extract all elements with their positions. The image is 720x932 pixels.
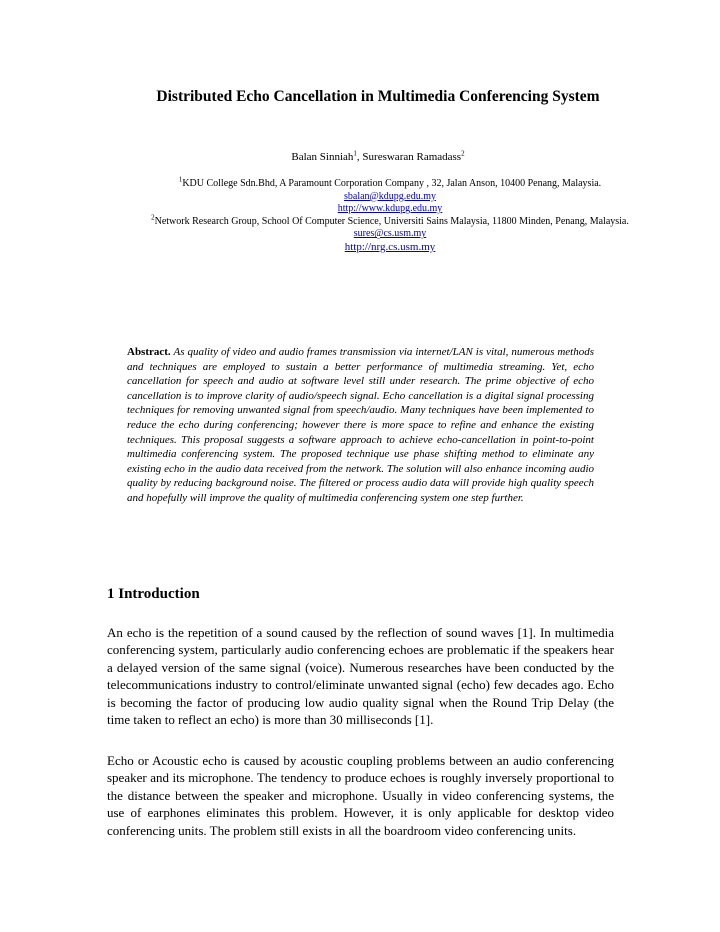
- affiliation-1: [150, 175, 630, 191]
- author-2-sup: 2: [461, 149, 465, 158]
- abstract: [127, 345, 594, 506]
- intro-paragraph-2: Echo or Acoustic echo is caused by acoustic coupling problems between an audio conferencing speaker and its microphone. The tendency to produce echoes is roughly inversely proportional to the distance between the speaker and microphone. Usually in video conferencing systems, the use of earphones eliminates this problem. However, it is only applicable for desktop video conferencing units. The problem still exists in all the boardroom video conferencing units.: [107, 753, 614, 838]
- affiliation-2: [150, 213, 630, 229]
- affiliation-2-sup: 2: [151, 213, 155, 222]
- intro-paragraph-1: An echo is the repetition of a sound caused by the reflection of sound waves [1]. In multimedia conferencing system, particularly audio conferencing echoes are problematic if the speakers hear a delayed version of the same signal (voice). Numerous researches have been conducted by the telecommunications industry to control/eliminate unwanted signal (echo) few decades ago. Echo is becoming the factor of producing low audio quality signal when the Round Trip Delay (the time taken to reflect an echo) is more than 30 milliseconds [1].: [107, 625, 614, 728]
- author-line: [0, 150, 720, 164]
- affiliation-1-text: KDU College Sdn.Bhd, A Paramount Corporation Company , 32, Jalan Anson, 10400 Penang, Malaysia.: [182, 178, 602, 189]
- author-2: Sureswaran Ramadass: [362, 151, 462, 163]
- author-1: Balan Sinniah: [291, 151, 354, 163]
- affiliation-2-text: Network Research Group, School Of Computer Science, Universiti Sains Malaysia, 11800 Minden, Penang, Malaysia.: [154, 215, 629, 227]
- affiliation-1-url-link[interactable]: http://www.kdupg.edu.my: [337, 203, 443, 215]
- section-heading: 1 Introduction: [107, 586, 200, 602]
- affiliations: [150, 175, 630, 255]
- author-separator: ,: [356, 151, 363, 163]
- affiliation-2-url-link[interactable]: http://nrg.cs.usm.my: [344, 240, 436, 253]
- affiliation-2-email-link[interactable]: sures@cs.usm.my: [353, 228, 427, 240]
- paper-title: Distributed Echo Cancellation in Multimedia Conferencing System: [156, 88, 600, 105]
- abstract-label: Abstract.: [127, 346, 171, 358]
- abstract-text: As quality of video and audio frames transmission via internet/LAN is vital, numerous methods and techniques are employed to sustain a better performance of multimedia streaming. Yet, echo cancellation for speech and audio at software level still under research. The prime objective of echo cancellation is to improve clarity of audio/speech signal. Echo cancellation is a digital signal processing techniques for removing unwanted signal from speech/audio. Many techniques have been implemented to reduce the echo during conferencing; however there is more space to refine and enhance the existing techniques. This proposal suggests a software approach to achieve echo-cancellation in point-to-point multimedia conferencing system. The proposed technique use phase shifting method to eliminate any existing echo in the audio data received from the network. The solution will also enhance incoming audio quality by reducing background noise. The filtered or process audio data will provide high quality speech and hopefully will improve the quality of multimedia conferencing system one step further.: [127, 346, 594, 504]
- affiliation-1-email-link[interactable]: sbalan@kdupg.edu.my: [344, 190, 436, 202]
- affiliation-1-sup: 1: [178, 175, 183, 184]
- author-1-sup: 1: [353, 149, 357, 158]
